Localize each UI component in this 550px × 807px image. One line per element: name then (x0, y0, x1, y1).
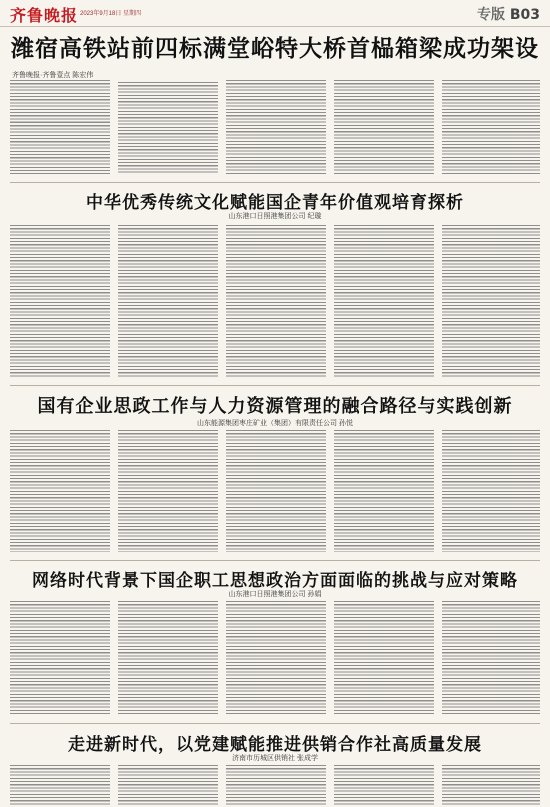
article-2-column-3 (226, 225, 326, 377)
article-1-column-1b (10, 122, 110, 174)
headline-article-2: 中华优秀传统文化赋能国企青年价值观培育探析 (86, 193, 464, 213)
article-4-column-2 (118, 601, 218, 715)
divider-3 (10, 560, 540, 561)
article-4-column-1 (10, 601, 110, 715)
article-3-column-2 (118, 430, 218, 552)
article-2-column-5 (442, 225, 540, 377)
headline-article-3: 国有企业思政工作与人力资源管理的融合路径与实践创新 (37, 396, 513, 417)
article-1-column-5 (442, 80, 540, 174)
article-1-column-2 (118, 82, 218, 174)
article-1-column-1a (10, 80, 110, 122)
newspaper-logo: 齐鲁晚报 (10, 6, 79, 25)
headline-article-5: 走进新时代，以党建赋能推进供销合作社高质量发展 (68, 735, 482, 755)
divider-2 (10, 385, 540, 386)
article-1-column-3 (226, 80, 326, 174)
article-5-column-2 (118, 765, 218, 805)
article-4-column-5 (442, 601, 540, 715)
article-3-column-5 (442, 430, 540, 552)
masthead (0, 0, 550, 27)
headline-article-4: 网络时代背景下国企职工思想政治方面面临的挑战与应对策略 (32, 571, 518, 591)
byline-article-1: 齐鲁晚报·齐鲁壹点 陈宏伟 (12, 72, 94, 79)
article-3-column-3 (226, 430, 326, 552)
article-2-column-1 (10, 225, 110, 377)
byline-article-2: 山东港口日照港集团公司 纪璇 (228, 213, 322, 220)
byline-article-3: 山东能源集团枣庄矿业（集团）有限责任公司 孙悦 (197, 420, 353, 427)
divider-4 (10, 723, 540, 724)
byline-article-4: 山东港口日照港集团公司 孙娟 (228, 591, 322, 598)
headline-article-1: 潍宿高铁站前四标满堂峪特大桥首榀箱梁成功架设 (11, 35, 539, 62)
article-4-column-4 (334, 601, 434, 715)
page-label (477, 4, 540, 24)
divider-1 (10, 182, 540, 183)
section-label: 专版 (476, 7, 505, 23)
article-3-column-1 (10, 430, 110, 552)
article-5-column-5 (442, 765, 540, 805)
article-2-column-2 (118, 225, 218, 377)
issue-date: 2023年9月18日 星期四 (80, 11, 142, 17)
article-1-column-4 (334, 80, 434, 174)
page-number: B03 (509, 7, 540, 23)
article-2-column-4 (334, 225, 434, 377)
article-5-column-1 (10, 765, 110, 805)
article-3-column-4 (334, 430, 434, 552)
byline-article-5: 济南市历城区供销社 张成学 (232, 755, 318, 762)
article-5-column-3 (226, 765, 326, 805)
article-4-column-3 (226, 601, 326, 715)
article-5-column-4 (334, 765, 434, 805)
